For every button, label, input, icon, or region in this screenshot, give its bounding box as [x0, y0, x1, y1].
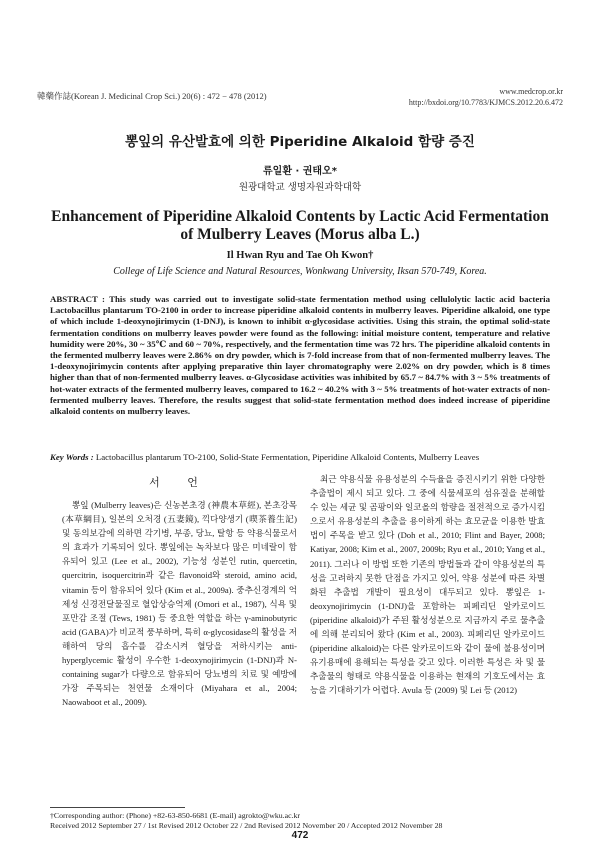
english-affiliation: College of Life Science and Natural Resources, Wonkwang University, Iksan 570-749, Korea.: [113, 266, 487, 277]
intro-right-column: 최근 약용식물 유용성분의 수득율을 증진시키기 위한 다양한 추출법이 제시 되고 있다. 그 중에 식물세포의 섬유질을 분해할 수 있는 세균 및 곰팡이와 일코올의 함량을 절전적으로 증가시킴으로서 유용성분의 추출을 용이하게 하는 효모균을 이용한 발효법이 주목을 받고 있다 (Doh et al., 2010; Flint and Bayer, 2008; Katiyar, 2008; Kim et al., 2007, 2009b; Ryu et al., 2010; Yang et al., 2011). 그러나 이 방법 또한 기존의 방법들과 같이 약용성분의 특성을 고려하지 못한 단점을 가지고 있어, 약용 성분에 따른 차별화된 추출법 개발이 필요성이 대두되고 있다. 뽕잎은 1-deoxynojirimycin (1-DNJ)을 포함하는 피페리딘 알카로이드 (piperidine alkaloid)가 주된 활성성분으로 지금까지 주로 물추출에 의해 분리되어 왔다 (Kim et al., 2003). 피페리딘 알카로이드 (piperidine alkaloid)는 다른 알카로이드와 같이 물에 불용성이며 유기용매에 용해되는 특성을 갖고 있다. 이러한 특성은 차 및 물 추출물의 형태로 약용식물을 이용하는 현재의 기호도에서는 효능을 기대하기가 어렵다. Avula 등 (2009) 및 Lei 등 (2012): [310, 474, 545, 696]
korean-title: 뽕잎의 유산발효에 의한 Piperidine Alkaloid 함량 증진: [125, 134, 475, 150]
korean-authors: 류일환 · 권태오*: [263, 166, 337, 177]
footnotes: [50, 811, 550, 831]
journal-website-link[interactable]: www.medcrop.or.kr: [499, 87, 563, 96]
footnote-divider: [50, 807, 185, 808]
journal-citation: 韓藥作誌(Korean J. Medicinal Crop Sci.) 20(6) : 472 − 478 (2012): [37, 91, 267, 101]
section-title-introduction: 서 언: [149, 476, 210, 489]
intro-left-column: 뽕잎 (Mulberry leaves)은 신농본초경 (神農本草經), 본초강목 (本草綱目), 일본의 오처경 (五妻鏡), 끽다양생기 (喫茶養生記) 및 동의보감에 의하면 각기병, 부종, 당뇨, 탈항 등 약용식물로서의 효과가 기록되어 있다. 뽕잎에는 녹차보다 많은 미네랄이 함유되어 있고 (Lee et al., 2002), 기능성 성분인 rutin, quercetin, quercitrin, isoquercitrin과 같은 flavonoid와 steroid, amino acid, vitamin 등이 함유되어 있다 (Kim et al., 2009a). 중추신경계의 억제성 신경전달물질로 혈압상승억제 (Omori et al., 1987), 식욕 및 포만감 조절 (Tews, 1981) 등 중요한 역할을 하는 γ-aminobutyric acid (GABA)가 비교적 풍부하며, 특히 α-glycosidase의 활성을 저해하여 당의 흡수를 감소시켜 혈당을 저하시키는 anti-hyperglycemic 활성이 우수한 1-deoxynojirimycin (1-DNJ)과 N-containing sugar가 다량으로 함유되어 당뇨병의 치료 및 예방에 가장 주목되는 천연물 소재이다 (Miyahara et al., 2004; Naowaboot et al., 2009).: [62, 500, 297, 708]
doi-link[interactable]: http://bxdoi.org/10.7783/KJMCS.2012.20.6.472: [408, 98, 563, 107]
english-title: Enhancement of Piperidine Alkaloid Contents by Lactic Acid Fermentation of Mulberry Leaves (Morus alba L.): [51, 208, 549, 243]
keywords-label: Key Words :: [50, 452, 94, 462]
corresponding-author-note: †Corresponding author: (Phone) +82-63-850-6681 (E-mail) agrokto@wku.ac.kr: [50, 811, 300, 820]
journal-links: [409, 86, 563, 108]
keywords-text: Lactobacillus plantarum TO-2100, Solid-State Fermentation, Piperidine Alkaloid Contents, Mulberry Leaves: [95, 452, 480, 462]
received-dates-note: Received 2012 September 27 / 1st Revised 2012 October 22 / 2nd Revised 2012 November 20 / Accepted 2012 November 28: [50, 821, 443, 830]
korean-affiliation: 원광대학교 생명자원과학대학: [238, 182, 362, 193]
english-authors: Il Hwan Ryu and Tae Oh Kwon†: [226, 250, 374, 261]
page-number: 472: [291, 830, 309, 841]
abstract: ABSTRACT : This study was carried out to investigate solid-state fermentation method using cellulolytic lactic acid bacteria Lactobacillus plantarum TO-2100 in order to increase piperidine alkaloid contents in mulberry leaves. Piperidine alkaloid, one type of which include 1-deoxynojirimycin (1-DNJ), is known to inhibit α-glycosidase activities. Using this strain, the optimal solid-state fermentation conditions on mulberry leaves powder were found as the following: initial moisture content, temperature and relative humidity were 20%, 30 ~ 35℃ and 60 ~ 70%, respectively, and the fermentation time was 72 hrs. The piperidine alkaloid contents in the fermented mulberry leaves were 2.86% on dry powder, which is 7-fold increase from that of non-fermented mulberry leaves. The 1-deoxynojirimycin contents after applying preparative thin layer chromatography were 2.02% on dry powder, which is 8 times higher than that of non-fermented mulberry leaves. α-Glycosidase activities was inhibited by 65.7 ~ 84.7% with 3 ~ 5% treatments of hot-water extracts of the fermented mulberry leaves, compared to 16.2 ~ 40.2% with 3 ~ 5% treatments of hot-water extracts of non-fermented mulberry leaves. Therefore, the results suggest that solid-state fermentation method does indeed increase of piperidine alkaloid contents on mulberry leaves.: [50, 294, 550, 417]
keywords: [50, 452, 550, 463]
